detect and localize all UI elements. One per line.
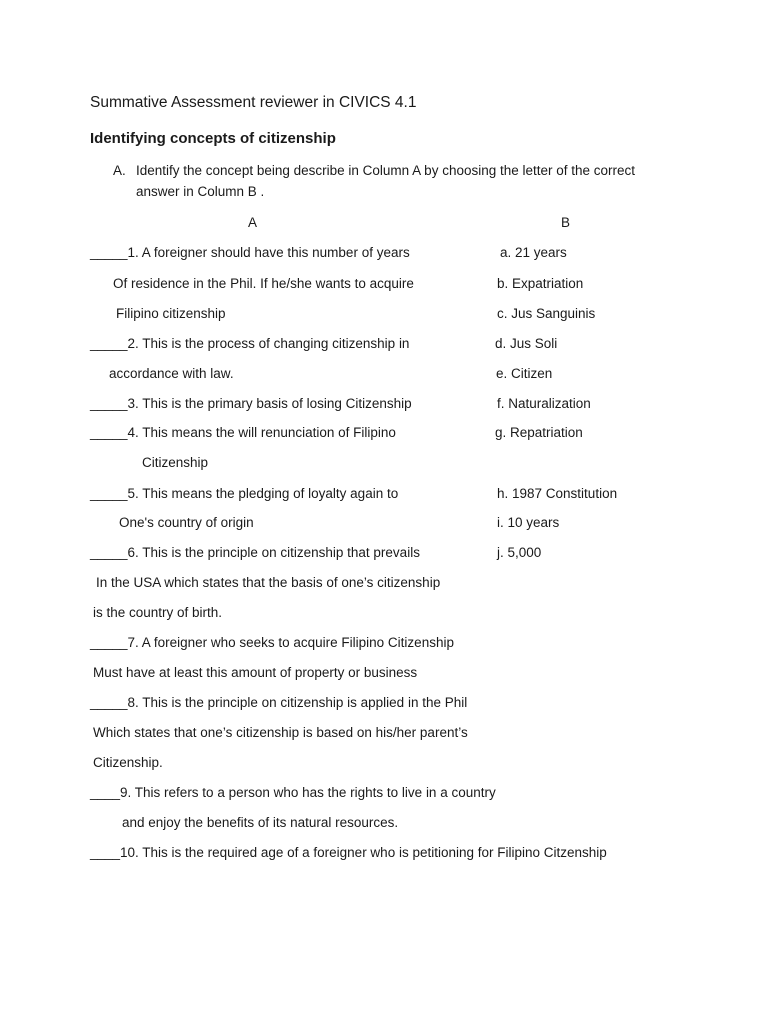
instruction-marker: A.: [113, 163, 126, 178]
question-line: is the country of birth.: [93, 605, 223, 620]
column-b-header: B: [561, 215, 571, 230]
answer-choice: c. Jus Sanguinis: [497, 306, 596, 321]
instruction-line-2: answer in Column B .: [136, 184, 265, 199]
question-line: Citizenship.: [93, 755, 163, 770]
answer-choice: b. Expatriation: [497, 276, 584, 291]
question-line: Which states that one’s citizenship is based on his/her parent’s: [93, 725, 468, 740]
question-line: and enjoy the benefits of its natural resources.: [122, 815, 399, 830]
answer-choice: d. Jus Soli: [495, 336, 558, 351]
question-line: _____3. This is the primary basis of losing Citizenship: [90, 396, 412, 411]
question-line: In the USA which states that the basis of one’s citizenship: [96, 575, 441, 590]
question-line: _____7. A foreigner who seeks to acquire Filipino Citizenship: [90, 635, 454, 650]
question-line: _____6. This is the principle on citizenship that prevails: [90, 545, 420, 560]
question-line: Filipino citizenship: [116, 306, 226, 321]
answer-choice: e. Citizen: [496, 366, 553, 381]
answer-choice: f. Naturalization: [497, 396, 591, 411]
question-line: _____4. This means the will renunciation of Filipino: [90, 425, 396, 440]
question-line: ____9. This refers to a person who has the rights to live in a country: [90, 785, 496, 800]
question-line: Of residence in the Phil. If he/she wants to acquire: [113, 276, 414, 291]
question-line: _____2. This is the process of changing citizenship in: [90, 336, 410, 351]
question-line: _____5. This means the pledging of loyalty again to: [90, 486, 399, 501]
answer-choice: a. 21 years: [500, 245, 567, 260]
section-heading: Identifying concepts of citizenship: [90, 130, 336, 147]
question-line: One's country of origin: [119, 515, 254, 530]
question-line: accordance with law.: [109, 366, 234, 381]
question-line: _____1. A foreigner should have this number of years: [90, 245, 410, 260]
document-title: Summative Assessment reviewer in CIVICS 4.1: [90, 94, 417, 111]
column-a-header: A: [248, 215, 258, 230]
answer-choice: g. Repatriation: [495, 425, 583, 440]
instruction-line-1: Identify the concept being describe in Column A by choosing the letter of the correct: [136, 163, 636, 178]
question-line: Citizenship: [142, 455, 209, 470]
question-line: ____10. This is the required age of a foreigner who is petitioning for Filipino Citzenship: [90, 845, 607, 860]
question-line: _____8. This is the principle on citizenship is applied in the Phil: [90, 695, 468, 710]
question-line: Must have at least this amount of property or business: [93, 665, 418, 680]
answer-choice: i. 10 years: [497, 515, 560, 530]
answer-choice: h. 1987 Constitution: [497, 486, 618, 501]
answer-choice: j. 5,000: [497, 545, 542, 560]
